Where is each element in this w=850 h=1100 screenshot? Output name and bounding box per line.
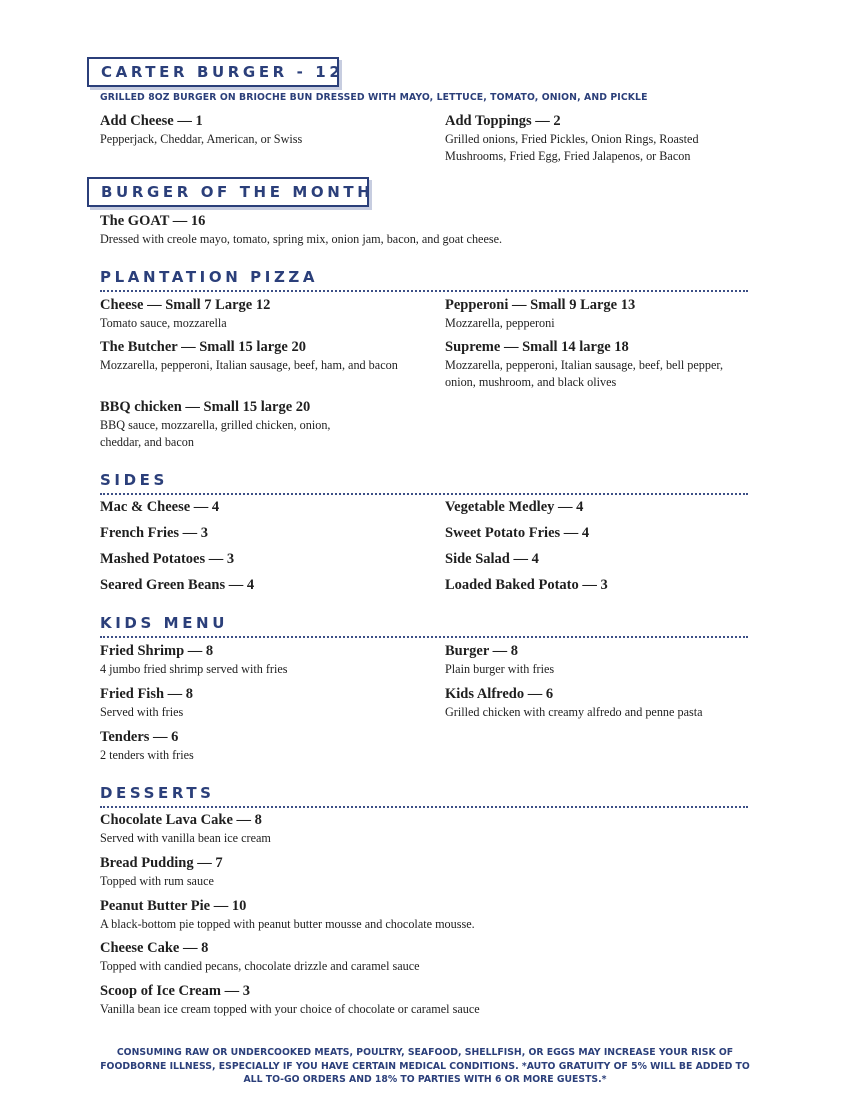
section-header-burger-of-the-month (87, 177, 374, 207)
item-title: Tenders — 6 (100, 729, 179, 745)
item-title: Add Toppings — 2 (445, 113, 561, 129)
item-description: Topped with candied pecans, chocolate drizzle and caramel sauce (100, 959, 420, 973)
section-title: BURGER OF THE MONTH (101, 183, 374, 201)
item-title: Vegetable Medley — 4 (445, 499, 584, 515)
item-title: Mashed Potatoes — 3 (100, 551, 235, 567)
item-description: Tomato sauce, mozzarella (100, 316, 227, 330)
section-title: PLANTATION PIZZA (100, 268, 319, 286)
item-description: Grilled onions, Fried Pickles, Onion Rings, Roasted Mushrooms, Fried Egg, Fried Jalapenos, or Bacon (445, 132, 699, 163)
side-item (100, 499, 400, 516)
item-title: Cheese — Small 7 Large 12 (100, 297, 271, 313)
item-title: Loaded Baked Potato — 3 (445, 577, 608, 593)
side-item (100, 525, 400, 542)
item-title: Fried Fish — 8 (100, 686, 194, 702)
menu-item-scoop-of-ice-cream (100, 983, 740, 1018)
item-description: BBQ sauce, mozzarella, grilled chicken, onion, cheddar, and bacon (100, 418, 331, 449)
menu-item-peanut-butter-pie (100, 898, 740, 933)
menu-item-cheese-cake (100, 940, 740, 975)
item-description: 4 jumbo fried shrimp served with fries (100, 662, 288, 676)
menu-item-kids-alfredo (445, 686, 745, 721)
item-description: A black-bottom pie topped with peanut butter mousse and chocolate mousse. (100, 917, 475, 931)
item-title: Cheese Cake — 8 (100, 940, 209, 956)
section-header-plantation-pizza (100, 268, 748, 292)
item-title: Chocolate Lava Cake — 8 (100, 812, 262, 828)
item-description: Pepperjack, Cheddar, American, or Swiss (100, 132, 303, 146)
side-item (445, 525, 745, 542)
item-description: Served with fries (100, 705, 184, 719)
menu-item-bread-pudding (100, 855, 740, 890)
section-header-kids-menu (100, 614, 748, 638)
section-header-carter-burger (87, 57, 344, 87)
menu-item-add-cheese (100, 113, 400, 148)
menu-item-kids-burger (445, 643, 745, 678)
item-title: Bread Pudding — 7 (100, 855, 223, 871)
item-title: Side Salad — 4 (445, 551, 539, 567)
menu-item-supreme-pizza (445, 339, 745, 391)
item-title: Add Cheese — 1 (100, 113, 203, 129)
item-description: Grilled chicken with creamy alfredo and penne pasta (445, 705, 703, 719)
item-title: Scoop of Ice Cream — 3 (100, 983, 250, 999)
item-title: French Fries — 3 (100, 525, 209, 541)
section-title: DESSERTS (100, 784, 215, 802)
item-title: Pepperoni — Small 9 Large 13 (445, 297, 636, 313)
section-title: SIDES (100, 471, 168, 489)
item-description: Topped with rum sauce (100, 874, 214, 888)
item-title: BBQ chicken — Small 15 large 20 (100, 399, 311, 415)
menu-item-chocolate-lava-cake (100, 812, 740, 847)
item-description: Dressed with creole mayo, tomato, spring mix, onion jam, bacon, and goat cheese. (100, 232, 503, 246)
side-item (100, 577, 400, 594)
item-title: Supreme — Small 14 large 18 (445, 339, 629, 355)
side-item (100, 551, 400, 568)
carter-burger-description: GRILLED 8OZ BURGER ON BRIOCHE BUN DRESSED WITH MAYO, LETTUCE, TOMATO, ONION, AND PICKLE (100, 92, 648, 103)
item-description: 2 tenders with fries (100, 748, 194, 762)
menu-item-tenders (100, 729, 400, 764)
section-title: KIDS MENU (100, 614, 228, 632)
item-description: Vanilla bean ice cream topped with your choice of chocolate or caramel sauce (100, 1002, 480, 1016)
side-item (445, 499, 745, 516)
side-item (445, 577, 745, 594)
item-title: Mac & Cheese — 4 (100, 499, 220, 515)
menu-item-fried-fish (100, 686, 400, 721)
item-description: Served with vanilla bean ice cream (100, 831, 271, 845)
item-description: Plain burger with fries (445, 662, 555, 676)
section-header-sides (100, 471, 748, 495)
item-description: Mozzarella, pepperoni, Italian sausage, beef, ham, and bacon (100, 358, 398, 372)
item-title: Burger — 8 (445, 643, 519, 659)
item-description: Mozzarella, pepperoni (445, 316, 555, 330)
menu-item-the-goat (100, 213, 740, 248)
item-title: Sweet Potato Fries — 4 (445, 525, 590, 541)
menu-item-bbq-chicken-pizza (100, 399, 370, 451)
menu-item-cheese-pizza (100, 297, 400, 332)
section-header-desserts (100, 784, 748, 808)
item-title: Fried Shrimp — 8 (100, 643, 214, 659)
side-item (445, 551, 745, 568)
item-description: Mozzarella, pepperoni, Italian sausage, beef, bell pepper, onion, mushroom, and black olives (445, 358, 724, 389)
item-title: Kids Alfredo — 6 (445, 686, 554, 702)
menu-item-the-butcher-pizza (100, 339, 400, 374)
section-title: CARTER BURGER - 12 (101, 63, 344, 81)
item-title: Peanut Butter Pie — 10 (100, 898, 247, 914)
menu-item-add-toppings (445, 113, 745, 165)
item-title: The Butcher — Small 15 large 20 (100, 339, 306, 355)
item-title: Seared Green Beans — 4 (100, 577, 255, 593)
menu-item-fried-shrimp (100, 643, 400, 678)
menu-item-pepperoni-pizza (445, 297, 745, 332)
food-safety-disclaimer: CONSUMING RAW OR UNDERCOOKED MEATS, POULTRY, SEAFOOD, SHELLFISH, OR EGGS MAY INCREASE YOUR RISK OF FOODBORNE ILLNESS, ESPECIALLY IF YOU HAVE CERTAIN MEDICAL CONDITIONS. *AUTO GRATUITY OF 5% WILL BE ADDED TO ALL TO-GO ORDERS AND 18% TO PARTIES WITH 6 OR MORE GUESTS.* (100, 1047, 750, 1085)
item-title: The GOAT — 16 (100, 213, 206, 229)
